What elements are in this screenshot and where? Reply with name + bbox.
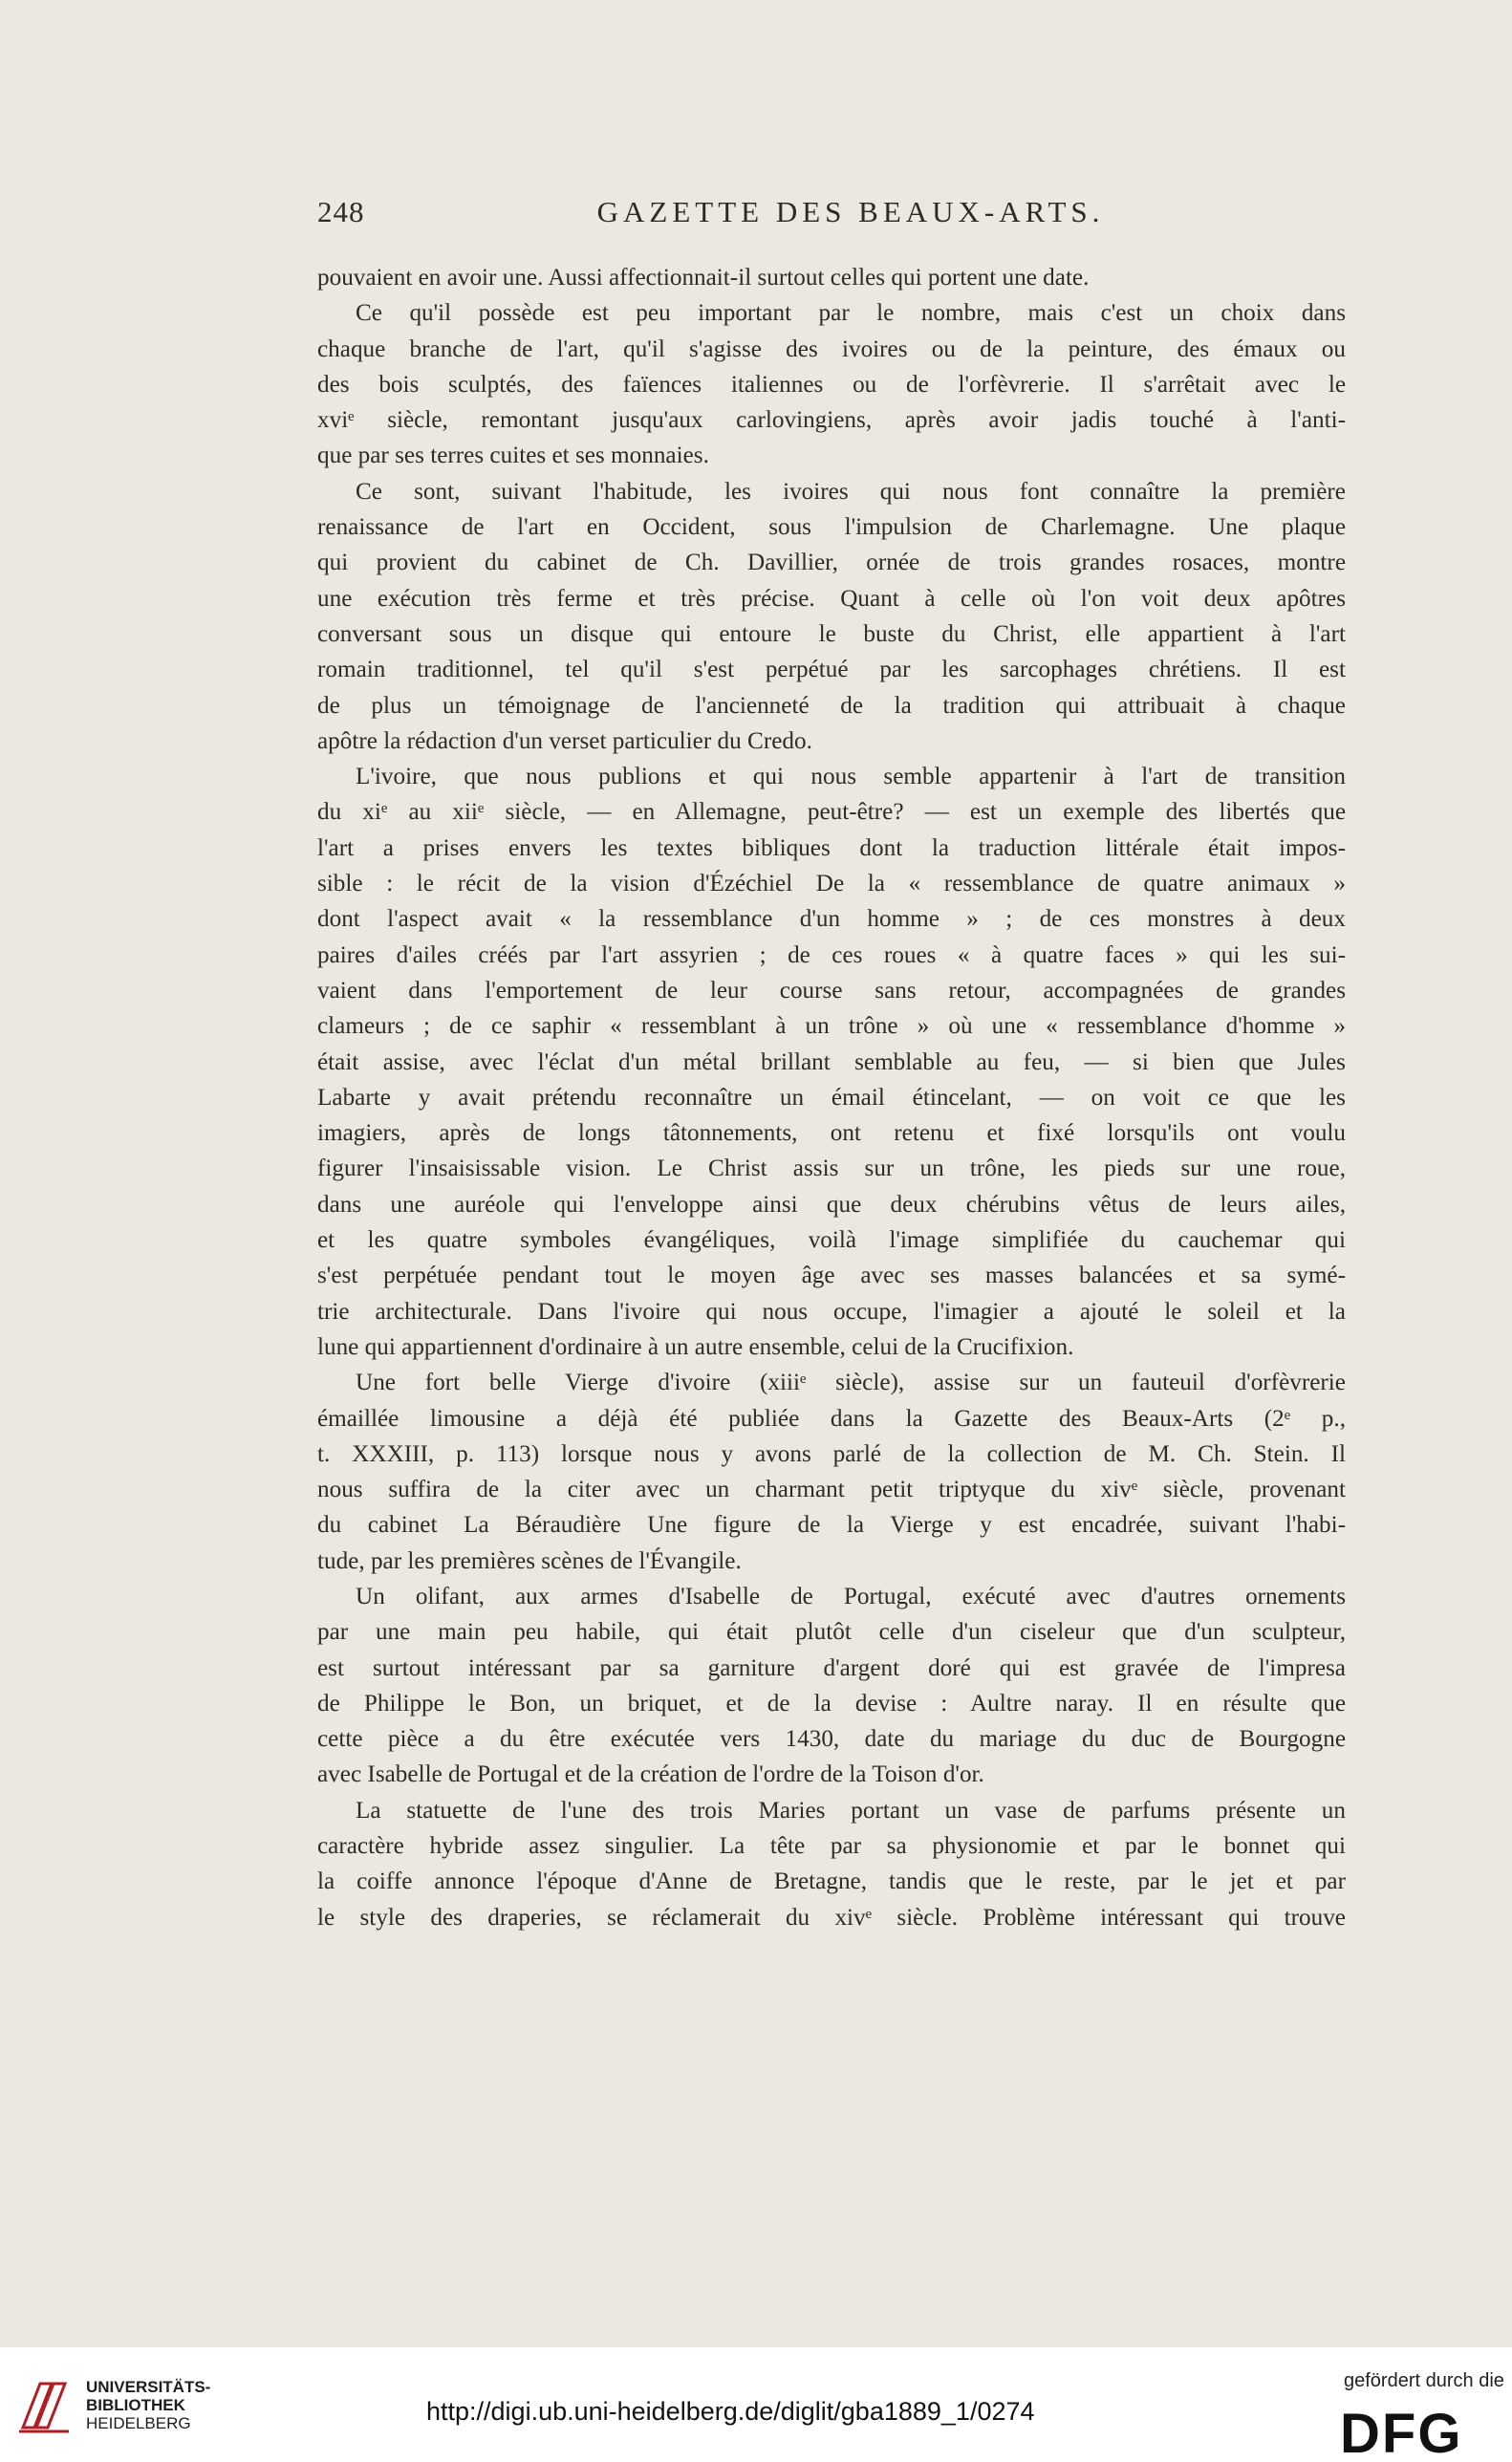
text-line: paires d'ailes créés par l'art assyrien ; de ces roues « à quatre faces » qui les sui-: [317, 941, 1346, 968]
funding-caption: gefördert durch die: [1344, 2370, 1504, 2391]
text-line: tude, par les premières scènes de l'Évangile.: [317, 1547, 742, 1574]
text-line: t. XXXIII, p. 113) lorsque nous y avons parlé de la collection de M. Ch. Stein. Il: [317, 1440, 1346, 1467]
text-line: du xiᵉ au xiiᵉ siècle, — en Allemagne, peut-être? — est un exemple des libertés que: [317, 799, 1346, 826]
page-number: 248: [317, 195, 365, 228]
text-line: renaissance de l'art en Occident, sous l'impulsion de Charlemagne. Une plaque: [317, 514, 1346, 541]
text-line: figurer l'insaisissable vision. Le Christ assis sur un trône, les pieds sur une roue,: [317, 1155, 1346, 1182]
text-line: des bois sculptés, des faïences italiennes ou de l'orfèvrerie. Il s'arrêtait avec le: [317, 371, 1346, 398]
digitization-footer: [0, 2347, 1512, 2462]
text-line: Ce qu'il possède est peu important par le nombre, mais c'est un choix dans: [356, 300, 1346, 327]
text-line: lune qui appartiennent d'ordinaire à un autre ensemble, celui de la Crucifixion.: [317, 1333, 1074, 1360]
text-line: cette pièce a du être exécutée vers 1430, date du mariage du duc de Bourgogne: [317, 1726, 1346, 1753]
text-line: L'ivoire, que nous publions et qui nous semble appartenir à l'art de transition: [356, 764, 1346, 790]
text-line: était assise, avec l'éclat d'un métal brillant semblable au feu, — si bien que Jules: [317, 1048, 1346, 1075]
text-line: Un olifant, aux armes d'Isabelle de Portugal, exécuté avec d'autres ornements: [356, 1583, 1346, 1609]
article-text: [317, 260, 1346, 1935]
text-line: trie architecturale. Dans l'ivoire qui nous occupe, l'imagier a ajouté le soleil et la: [317, 1298, 1346, 1325]
text-line: chaque branche de l'art, qu'il s'agisse des ivoires ou de la peinture, des émaux ou: [317, 335, 1346, 362]
library-name-line: UNIVERSITÄTS-: [86, 2378, 211, 2396]
text-line: qui provient du cabinet de Ch. Davillier, ornée de trois grandes rosaces, montre: [317, 550, 1346, 576]
text-line: nous suffira de la citer avec un charmant petit triptyque du xivᵉ siècle, provenant: [317, 1477, 1346, 1503]
text-line: est surtout intéressant par sa garniture d'argent doré qui est gravée de l'impresa: [317, 1654, 1346, 1681]
text-line: xviᵉ siècle, remontant jusqu'aux carlovingiens, après avoir jadis touché à l'anti-: [317, 407, 1346, 434]
text-line: dont l'aspect avait « la ressemblance d'un homme » ; de ces monstres à deux: [317, 906, 1346, 933]
text-line: Labarte y avait prétendu reconnaître un émail étincelant, — on voit ce que les: [317, 1084, 1346, 1111]
text-line: vaient dans l'emportement de leur course sans retour, accompagnées de grandes: [317, 977, 1346, 1004]
permalink-url[interactable]: http://digi.ub.uni-heidelberg.de/diglit/gba1889_1/0274: [426, 2397, 1035, 2426]
text-line: que par ses terres cuites et ses monnaies.: [317, 443, 709, 469]
text-line: pouvaient en avoir une. Aussi affectionnait-il surtout celles qui portent une date.: [317, 265, 1090, 291]
text-line: Une fort belle Vierge d'ivoire (xiiiᵉ siècle), assise sur un fauteuil d'orfèvrerie: [356, 1370, 1346, 1396]
library-name-line: HEIDELBERG: [86, 2414, 191, 2432]
text-line: l'art a prises envers les textes bibliques dont la traduction littérale était impos-: [317, 834, 1346, 861]
text-line: de Philippe le Bon, un briquet, et de la devise : Aultre naray. Il en résulte que: [317, 1690, 1346, 1717]
text-line: et les quatre symboles évangéliques, voilà l'image simplifiée du cauchemar qui: [317, 1227, 1346, 1254]
text-line: par une main peu habile, qui était plutôt celle d'un ciseleur que d'un sculpteur,: [317, 1619, 1346, 1646]
text-line: conversant sous un disque qui entoure le buste du Christ, elle appartient à l'art: [317, 620, 1346, 647]
text-line: La statuette de l'une des trois Maries portant un vase de parfums présente un: [356, 1797, 1346, 1824]
text-line: le style des draperies, se réclamerait du xivᵉ siècle. Problème intéressant qui trouve: [317, 1904, 1346, 1931]
text-line: la coiffe annonce l'époque d'Anne de Bretagne, tandis que le reste, par le jet et par: [317, 1868, 1346, 1895]
text-line: sible : le récit de la vision d'Ézéchiel De la « ressemblance de quatre animaux »: [317, 871, 1346, 897]
dfg-logo-text: DFG: [1340, 2403, 1463, 2458]
text-line: Ce sont, suivant l'habitude, les ivoires qui nous font connaître la première: [356, 478, 1346, 505]
text-line: dans une auréole qui l'enveloppe ainsi que deux chérubins vêtus de leurs ailes,: [317, 1191, 1346, 1218]
page-header: [317, 195, 1346, 237]
text-line: s'est perpétuée pendant tout le moyen âge avec ses masses balancées et sa symé-: [317, 1263, 1346, 1289]
text-line: de plus un témoignage de l'ancienneté de la tradition qui attribuait à chaque: [317, 692, 1346, 719]
text-line: avec Isabelle de Portugal et de la création de l'ordre de la Toison d'or.: [317, 1761, 984, 1788]
text-line: apôtre la rédaction d'un verset particulier du Credo.: [317, 727, 812, 754]
running-title: GAZETTE DES BEAUX-ARTS.: [596, 195, 1105, 228]
dfg-logo-icon: [1340, 2403, 1493, 2458]
text-line: émaillée limousine a déjà été publiée dans la Gazette des Beaux-Arts (2ᵉ p.,: [317, 1405, 1346, 1432]
text-line: une exécution très ferme et très précise. Quant à celle où l'on voit deux apôtres: [317, 585, 1346, 612]
university-library-logo-icon: [15, 2376, 75, 2435]
university-library-name: [86, 2378, 210, 2432]
text-line: romain traditionnel, tel qu'il s'est perpétué par les sarcophages chrétiens. Il est: [317, 657, 1346, 683]
text-line: clameurs ; de ce saphir « ressemblant à un trône » où une « ressemblance d'homme »: [317, 1013, 1346, 1040]
library-name-line: BIBLIOTHEK: [86, 2396, 185, 2414]
text-line: imagiers, après de longs tâtonnements, ont retenu et fixé lorsqu'ils ont voulu: [317, 1120, 1346, 1147]
text-line: du cabinet La Béraudière Une figure de la Vierge y est encadrée, suivant l'habi-: [317, 1512, 1346, 1539]
text-line: caractère hybride assez singulier. La tête par sa physionomie et par le bonnet qui: [317, 1833, 1346, 1860]
